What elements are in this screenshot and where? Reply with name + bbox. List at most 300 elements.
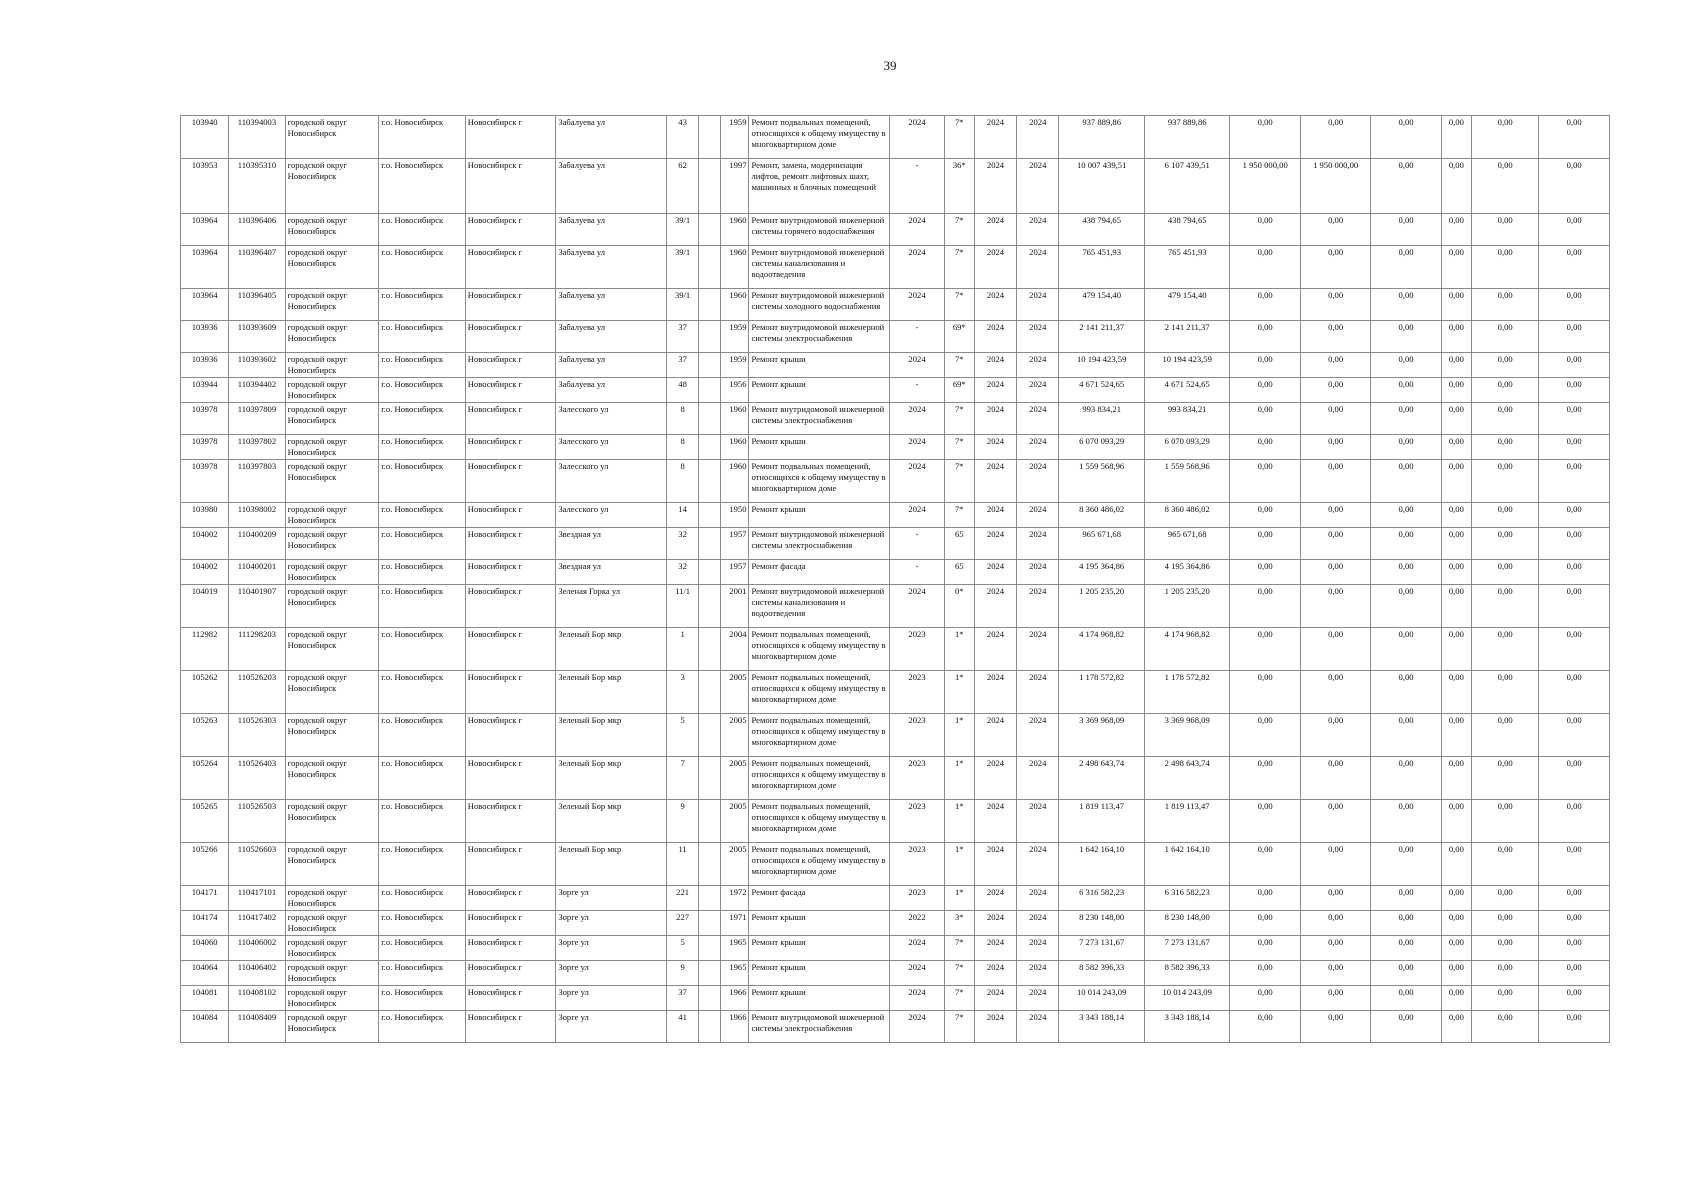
cell-house-id: 103936 xyxy=(181,353,229,378)
cell-total-cost: 8 582 396,33 xyxy=(1059,961,1145,986)
cell-end-year: 2024 xyxy=(1017,246,1059,289)
cell-city-district: г.о. Новосибирск xyxy=(379,321,466,353)
cell-house-letter xyxy=(699,289,721,321)
cell-total-cost: 6 316 582,23 xyxy=(1059,886,1145,911)
cell-street: Зеленый Бор мкр xyxy=(556,843,667,886)
cell-city-district: г.о. Новосибирск xyxy=(379,714,466,757)
cell-other-cost-3: 0,00 xyxy=(1471,378,1538,403)
cell-house-id: 104019 xyxy=(181,585,229,628)
cell-previous-year: 2024 xyxy=(890,961,944,986)
cell-house-id: 105262 xyxy=(181,671,229,714)
cell-house-number: 37 xyxy=(667,321,699,353)
cell-house-number: 8 xyxy=(667,435,699,460)
cell-house-letter xyxy=(699,214,721,246)
cell-other-cost-1: 0,00 xyxy=(1371,671,1441,714)
cell-other-cost-4: 0,00 xyxy=(1539,353,1610,378)
cell-house-id: 103944 xyxy=(181,378,229,403)
cell-start-year: 2024 xyxy=(974,435,1016,460)
cell-start-year: 2024 xyxy=(974,460,1016,503)
table-row xyxy=(181,378,1610,403)
cell-end-year: 2024 xyxy=(1017,460,1059,503)
cell-house-id: 104002 xyxy=(181,528,229,560)
cell-other-cost-1: 0,00 xyxy=(1371,289,1441,321)
cell-house-id: 105264 xyxy=(181,757,229,800)
table-row xyxy=(181,961,1610,986)
cell-other-cost-4: 0,00 xyxy=(1539,886,1610,911)
cell-other-cost-4: 0,00 xyxy=(1539,460,1610,503)
cell-budget-cost-1: 0,00 xyxy=(1230,585,1300,628)
cell-object-id: 110400209 xyxy=(229,528,285,560)
cell-street: Забалуева ул xyxy=(556,321,667,353)
cell-settlement: Новосибирск г xyxy=(465,159,556,214)
cell-house-number: 41 xyxy=(667,1011,699,1043)
cell-work-type: Ремонт подвальных помещений, относящихся к общему имуществу в многоквартирном доме xyxy=(749,628,890,671)
cell-end-year: 2024 xyxy=(1017,378,1059,403)
cell-fund-cost: 1 642 164,10 xyxy=(1144,843,1230,886)
cell-house-letter xyxy=(699,435,721,460)
cell-build-year: 1959 xyxy=(721,321,749,353)
cell-previous-year: 2024 xyxy=(890,246,944,289)
cell-other-cost-1: 0,00 xyxy=(1371,886,1441,911)
cell-street: Звездная ул xyxy=(556,528,667,560)
cell-budget-cost-1: 0,00 xyxy=(1230,289,1300,321)
cell-street: Зеленый Бор мкр xyxy=(556,714,667,757)
cell-budget-cost-2: 0,00 xyxy=(1300,528,1370,560)
cell-municipality: городской округ Новосибирск xyxy=(285,757,379,800)
cell-municipality: городской округ Новосибирск xyxy=(285,321,379,353)
cell-street: Забалуева ул xyxy=(556,378,667,403)
cell-house-letter xyxy=(699,246,721,289)
cell-street: Зорге ул xyxy=(556,936,667,961)
cell-end-year: 2024 xyxy=(1017,936,1059,961)
cell-other-cost-2: 0,00 xyxy=(1441,378,1471,403)
cell-budget-cost-1: 0,00 xyxy=(1230,961,1300,986)
cell-other-cost-2: 0,00 xyxy=(1441,986,1471,1011)
cell-other-cost-4: 0,00 xyxy=(1539,289,1610,321)
cell-city-district: г.о. Новосибирск xyxy=(379,961,466,986)
cell-start-year: 2024 xyxy=(974,289,1016,321)
cell-previous-year: - xyxy=(890,560,944,585)
cell-other-cost-1: 0,00 xyxy=(1371,528,1441,560)
cell-priority: 7* xyxy=(944,503,974,528)
cell-total-cost: 1 559 568,96 xyxy=(1059,460,1145,503)
cell-budget-cost-2: 0,00 xyxy=(1300,671,1370,714)
cell-city-district: г.о. Новосибирск xyxy=(379,560,466,585)
cell-street: Зеленый Бор мкр xyxy=(556,757,667,800)
cell-other-cost-1: 0,00 xyxy=(1371,353,1441,378)
cell-end-year: 2024 xyxy=(1017,800,1059,843)
cell-city-district: г.о. Новосибирск xyxy=(379,911,466,936)
cell-street: Зорге ул xyxy=(556,911,667,936)
cell-municipality: городской округ Новосибирск xyxy=(285,289,379,321)
cell-previous-year: 2023 xyxy=(890,628,944,671)
cell-total-cost: 937 889,86 xyxy=(1059,116,1145,159)
cell-municipality: городской округ Новосибирск xyxy=(285,353,379,378)
cell-other-cost-1: 0,00 xyxy=(1371,214,1441,246)
cell-house-letter xyxy=(699,116,721,159)
cell-priority: 1* xyxy=(944,843,974,886)
cell-previous-year: 2023 xyxy=(890,714,944,757)
cell-settlement: Новосибирск г xyxy=(465,116,556,159)
cell-budget-cost-1: 0,00 xyxy=(1230,503,1300,528)
cell-start-year: 2024 xyxy=(974,714,1016,757)
cell-house-id: 103964 xyxy=(181,289,229,321)
table-row xyxy=(181,886,1610,911)
cell-object-id: 110526203 xyxy=(229,671,285,714)
cell-street: Забалуева ул xyxy=(556,159,667,214)
cell-end-year: 2024 xyxy=(1017,214,1059,246)
cell-budget-cost-1: 0,00 xyxy=(1230,714,1300,757)
cell-other-cost-4: 0,00 xyxy=(1539,986,1610,1011)
cell-total-cost: 8 360 486,02 xyxy=(1059,503,1145,528)
cell-work-type: Ремонт фасада xyxy=(749,560,890,585)
cell-priority: 0* xyxy=(944,585,974,628)
cell-other-cost-1: 0,00 xyxy=(1371,560,1441,585)
cell-start-year: 2024 xyxy=(974,628,1016,671)
cell-total-cost: 6 070 093,29 xyxy=(1059,435,1145,460)
cell-other-cost-1: 0,00 xyxy=(1371,585,1441,628)
cell-house-id: 103953 xyxy=(181,159,229,214)
cell-house-id: 112982 xyxy=(181,628,229,671)
cell-fund-cost: 6 316 582,23 xyxy=(1144,886,1230,911)
cell-object-id: 110526603 xyxy=(229,843,285,886)
cell-other-cost-1: 0,00 xyxy=(1371,961,1441,986)
cell-end-year: 2024 xyxy=(1017,843,1059,886)
cell-city-district: г.о. Новосибирск xyxy=(379,403,466,435)
cell-municipality: городской округ Новосибирск xyxy=(285,159,379,214)
cell-build-year: 2001 xyxy=(721,585,749,628)
cell-settlement: Новосибирск г xyxy=(465,214,556,246)
cell-previous-year: 2023 xyxy=(890,800,944,843)
cell-house-id: 104174 xyxy=(181,911,229,936)
cell-other-cost-3: 0,00 xyxy=(1471,585,1538,628)
cell-street: Зорге ул xyxy=(556,986,667,1011)
cell-other-cost-1: 0,00 xyxy=(1371,757,1441,800)
table-row xyxy=(181,714,1610,757)
cell-house-id: 104171 xyxy=(181,886,229,911)
cell-end-year: 2024 xyxy=(1017,403,1059,435)
cell-object-id: 110417402 xyxy=(229,911,285,936)
cell-house-letter xyxy=(699,800,721,843)
cell-build-year: 1965 xyxy=(721,961,749,986)
cell-house-number: 11/1 xyxy=(667,585,699,628)
cell-build-year: 2005 xyxy=(721,757,749,800)
cell-build-year: 2004 xyxy=(721,628,749,671)
cell-house-number: 8 xyxy=(667,403,699,435)
cell-other-cost-3: 0,00 xyxy=(1471,671,1538,714)
cell-total-cost: 8 230 148,00 xyxy=(1059,911,1145,936)
cell-settlement: Новосибирск г xyxy=(465,353,556,378)
cell-budget-cost-1: 0,00 xyxy=(1230,936,1300,961)
cell-other-cost-1: 0,00 xyxy=(1371,911,1441,936)
cell-settlement: Новосибирск г xyxy=(465,843,556,886)
page-number: 39 xyxy=(883,58,897,73)
cell-house-letter xyxy=(699,378,721,403)
cell-house-number: 14 xyxy=(667,503,699,528)
cell-end-year: 2024 xyxy=(1017,435,1059,460)
cell-other-cost-4: 0,00 xyxy=(1539,246,1610,289)
cell-build-year: 1971 xyxy=(721,911,749,936)
cell-other-cost-4: 0,00 xyxy=(1539,560,1610,585)
cell-object-id: 110400201 xyxy=(229,560,285,585)
cell-priority: 1* xyxy=(944,628,974,671)
cell-house-number: 5 xyxy=(667,936,699,961)
cell-settlement: Новосибирск г xyxy=(465,936,556,961)
cell-start-year: 2024 xyxy=(974,214,1016,246)
cell-previous-year: 2024 xyxy=(890,460,944,503)
cell-object-id: 110526303 xyxy=(229,714,285,757)
cell-budget-cost-2: 0,00 xyxy=(1300,911,1370,936)
cell-budget-cost-2: 0,00 xyxy=(1300,503,1370,528)
cell-other-cost-1: 0,00 xyxy=(1371,116,1441,159)
cell-house-number: 221 xyxy=(667,886,699,911)
cell-build-year: 1960 xyxy=(721,403,749,435)
cell-budget-cost-2: 0,00 xyxy=(1300,246,1370,289)
cell-object-id: 110417101 xyxy=(229,886,285,911)
cell-settlement: Новосибирск г xyxy=(465,1011,556,1043)
cell-house-number: 32 xyxy=(667,560,699,585)
cell-work-type: Ремонт подвальных помещений, относящихся к общему имуществу в многоквартирном доме xyxy=(749,671,890,714)
cell-street: Залесского ул xyxy=(556,435,667,460)
cell-budget-cost-2: 0,00 xyxy=(1300,961,1370,986)
cell-other-cost-4: 0,00 xyxy=(1539,936,1610,961)
cell-total-cost: 3 343 188,14 xyxy=(1059,1011,1145,1043)
cell-city-district: г.о. Новосибирск xyxy=(379,628,466,671)
cell-previous-year: 2022 xyxy=(890,911,944,936)
table-body xyxy=(181,116,1610,1043)
cell-other-cost-3: 0,00 xyxy=(1471,116,1538,159)
cell-work-type: Ремонт крыши xyxy=(749,353,890,378)
cell-other-cost-3: 0,00 xyxy=(1471,757,1538,800)
cell-end-year: 2024 xyxy=(1017,628,1059,671)
cell-house-letter xyxy=(699,503,721,528)
cell-other-cost-2: 0,00 xyxy=(1441,843,1471,886)
table-row xyxy=(181,403,1610,435)
cell-work-type: Ремонт крыши xyxy=(749,435,890,460)
cell-municipality: городской округ Новосибирск xyxy=(285,843,379,886)
cell-municipality: городской округ Новосибирск xyxy=(285,403,379,435)
cell-fund-cost: 3 343 188,14 xyxy=(1144,1011,1230,1043)
cell-other-cost-2: 0,00 xyxy=(1441,116,1471,159)
cell-build-year: 1959 xyxy=(721,116,749,159)
cell-fund-cost: 993 834,21 xyxy=(1144,403,1230,435)
cell-total-cost: 479 154,40 xyxy=(1059,289,1145,321)
cell-street: Зеленый Бор мкр xyxy=(556,800,667,843)
cell-total-cost: 1 205 235,20 xyxy=(1059,585,1145,628)
cell-other-cost-2: 0,00 xyxy=(1441,800,1471,843)
cell-object-id: 110406002 xyxy=(229,936,285,961)
cell-other-cost-1: 0,00 xyxy=(1371,378,1441,403)
cell-build-year: 2005 xyxy=(721,671,749,714)
cell-start-year: 2024 xyxy=(974,585,1016,628)
cell-build-year: 1965 xyxy=(721,936,749,961)
cell-budget-cost-1: 0,00 xyxy=(1230,246,1300,289)
cell-other-cost-3: 0,00 xyxy=(1471,843,1538,886)
cell-street: Зеленый Бор мкр xyxy=(556,628,667,671)
cell-priority: 3* xyxy=(944,911,974,936)
cell-house-letter xyxy=(699,936,721,961)
cell-other-cost-2: 0,00 xyxy=(1441,460,1471,503)
cell-house-id: 105266 xyxy=(181,843,229,886)
cell-city-district: г.о. Новосибирск xyxy=(379,289,466,321)
cell-house-letter xyxy=(699,671,721,714)
cell-municipality: городской округ Новосибирск xyxy=(285,585,379,628)
cell-city-district: г.о. Новосибирск xyxy=(379,460,466,503)
cell-other-cost-3: 0,00 xyxy=(1471,289,1538,321)
cell-other-cost-3: 0,00 xyxy=(1471,1011,1538,1043)
cell-start-year: 2024 xyxy=(974,321,1016,353)
cell-object-id: 110393609 xyxy=(229,321,285,353)
cell-other-cost-4: 0,00 xyxy=(1539,435,1610,460)
cell-other-cost-2: 0,00 xyxy=(1441,886,1471,911)
cell-priority: 1* xyxy=(944,671,974,714)
cell-house-letter xyxy=(699,911,721,936)
cell-other-cost-1: 0,00 xyxy=(1371,714,1441,757)
cell-municipality: городской округ Новосибирск xyxy=(285,911,379,936)
cell-other-cost-1: 0,00 xyxy=(1371,843,1441,886)
cell-house-letter xyxy=(699,321,721,353)
cell-fund-cost: 3 369 968,09 xyxy=(1144,714,1230,757)
cell-work-type: Ремонт внутридомовой инженерной системы холодного водоснабжения xyxy=(749,289,890,321)
cell-other-cost-2: 0,00 xyxy=(1441,911,1471,936)
cell-start-year: 2024 xyxy=(974,1011,1016,1043)
cell-build-year: 1966 xyxy=(721,986,749,1011)
cell-city-district: г.о. Новосибирск xyxy=(379,246,466,289)
cell-street: Забалуева ул xyxy=(556,289,667,321)
cell-street: Зеленый Бор мкр xyxy=(556,671,667,714)
cell-priority: 7* xyxy=(944,214,974,246)
cell-settlement: Новосибирск г xyxy=(465,585,556,628)
cell-priority: 1* xyxy=(944,757,974,800)
cell-street: Залесского ул xyxy=(556,460,667,503)
cell-start-year: 2024 xyxy=(974,671,1016,714)
cell-total-cost: 993 834,21 xyxy=(1059,403,1145,435)
cell-settlement: Новосибирск г xyxy=(465,961,556,986)
cell-other-cost-2: 0,00 xyxy=(1441,403,1471,435)
cell-other-cost-2: 0,00 xyxy=(1441,757,1471,800)
cell-end-year: 2024 xyxy=(1017,1011,1059,1043)
cell-priority: 1* xyxy=(944,886,974,911)
table-row xyxy=(181,628,1610,671)
cell-fund-cost: 8 360 486,02 xyxy=(1144,503,1230,528)
cell-municipality: городской округ Новосибирск xyxy=(285,986,379,1011)
cell-start-year: 2024 xyxy=(974,986,1016,1011)
cell-other-cost-1: 0,00 xyxy=(1371,936,1441,961)
table-row xyxy=(181,503,1610,528)
table-row xyxy=(181,528,1610,560)
cell-house-id: 103964 xyxy=(181,214,229,246)
cell-budget-cost-1: 0,00 xyxy=(1230,628,1300,671)
cell-work-type: Ремонт подвальных помещений, относящихся к общему имуществу в многоквартирном доме xyxy=(749,460,890,503)
table-row xyxy=(181,321,1610,353)
cell-total-cost: 438 794,65 xyxy=(1059,214,1145,246)
cell-object-id: 110396405 xyxy=(229,289,285,321)
cell-priority: 7* xyxy=(944,116,974,159)
cell-total-cost: 10 014 243,09 xyxy=(1059,986,1145,1011)
cell-previous-year: 2024 xyxy=(890,403,944,435)
cell-priority: 7* xyxy=(944,246,974,289)
cell-total-cost: 765 451,93 xyxy=(1059,246,1145,289)
cell-previous-year: 2024 xyxy=(890,353,944,378)
cell-street: Зеленая Горка ул xyxy=(556,585,667,628)
cell-settlement: Новосибирск г xyxy=(465,246,556,289)
cell-settlement: Новосибирск г xyxy=(465,757,556,800)
cell-other-cost-3: 0,00 xyxy=(1471,911,1538,936)
cell-work-type: Ремонт подвальных помещений, относящихся к общему имуществу в многоквартирном доме xyxy=(749,116,890,159)
cell-city-district: г.о. Новосибирск xyxy=(379,378,466,403)
cell-municipality: городской округ Новосибирск xyxy=(285,671,379,714)
cell-house-id: 105263 xyxy=(181,714,229,757)
cell-other-cost-2: 0,00 xyxy=(1441,353,1471,378)
cell-budget-cost-2: 0,00 xyxy=(1300,321,1370,353)
cell-house-number: 37 xyxy=(667,986,699,1011)
cell-other-cost-1: 0,00 xyxy=(1371,321,1441,353)
cell-city-district: г.о. Новосибирск xyxy=(379,1011,466,1043)
cell-budget-cost-1: 0,00 xyxy=(1230,116,1300,159)
cell-street: Зорге ул xyxy=(556,961,667,986)
cell-budget-cost-1: 0,00 xyxy=(1230,321,1300,353)
cell-total-cost: 10 194 423,59 xyxy=(1059,353,1145,378)
cell-house-number: 8 xyxy=(667,460,699,503)
cell-budget-cost-2: 1 950 000,00 xyxy=(1300,159,1370,214)
cell-budget-cost-1: 0,00 xyxy=(1230,214,1300,246)
cell-total-cost: 4 174 968,82 xyxy=(1059,628,1145,671)
cell-house-id: 103978 xyxy=(181,403,229,435)
cell-house-letter xyxy=(699,886,721,911)
cell-object-id: 110394402 xyxy=(229,378,285,403)
cell-object-id: 110526503 xyxy=(229,800,285,843)
cell-house-id: 103964 xyxy=(181,246,229,289)
cell-other-cost-4: 0,00 xyxy=(1539,714,1610,757)
cell-fund-cost: 438 794,65 xyxy=(1144,214,1230,246)
cell-object-id: 110398002 xyxy=(229,503,285,528)
cell-other-cost-2: 0,00 xyxy=(1441,714,1471,757)
cell-priority: 7* xyxy=(944,460,974,503)
cell-work-type: Ремонт внутридомовой инженерной системы электроснабжения xyxy=(749,528,890,560)
cell-other-cost-3: 0,00 xyxy=(1471,628,1538,671)
cell-previous-year: 2024 xyxy=(890,214,944,246)
cell-house-id: 104002 xyxy=(181,560,229,585)
cell-settlement: Новосибирск г xyxy=(465,560,556,585)
cell-house-letter xyxy=(699,628,721,671)
cell-other-cost-3: 0,00 xyxy=(1471,321,1538,353)
cell-priority: 7* xyxy=(944,1011,974,1043)
cell-total-cost: 1 819 113,47 xyxy=(1059,800,1145,843)
cell-other-cost-2: 0,00 xyxy=(1441,560,1471,585)
table-row xyxy=(181,116,1610,159)
cell-fund-cost: 7 273 131,67 xyxy=(1144,936,1230,961)
cell-priority: 7* xyxy=(944,986,974,1011)
cell-work-type: Ремонт внутридомовой инженерной системы горячего водоснабжения xyxy=(749,214,890,246)
cell-budget-cost-1: 0,00 xyxy=(1230,886,1300,911)
cell-other-cost-2: 0,00 xyxy=(1441,671,1471,714)
cell-house-letter xyxy=(699,986,721,1011)
cell-start-year: 2024 xyxy=(974,528,1016,560)
cell-municipality: городской округ Новосибирск xyxy=(285,503,379,528)
cell-fund-cost: 2 141 211,37 xyxy=(1144,321,1230,353)
cell-settlement: Новосибирск г xyxy=(465,378,556,403)
cell-city-district: г.о. Новосибирск xyxy=(379,886,466,911)
cell-settlement: Новосибирск г xyxy=(465,911,556,936)
table-row xyxy=(181,911,1610,936)
cell-street: Залесского ул xyxy=(556,503,667,528)
cell-other-cost-4: 0,00 xyxy=(1539,503,1610,528)
cell-object-id: 110397809 xyxy=(229,403,285,435)
cell-house-id: 103936 xyxy=(181,321,229,353)
cell-other-cost-2: 0,00 xyxy=(1441,585,1471,628)
cell-end-year: 2024 xyxy=(1017,886,1059,911)
cell-work-type: Ремонт внутридомовой инженерной системы электроснабжения xyxy=(749,321,890,353)
